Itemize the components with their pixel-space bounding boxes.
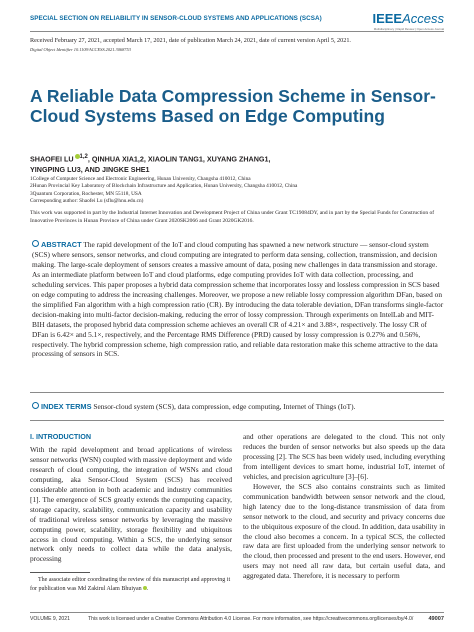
index-terms-label: INDEX TERMS	[41, 402, 92, 411]
corresponding-author: Corresponding author: Shaofei Lu (sflu@hnu.edu.cn)	[30, 198, 144, 205]
abstract-circle-icon	[32, 240, 39, 247]
license-text[interactable]: This work is licensed under a Creative Commons Attribution 4.0 License. For more information, see https://creativecommons.org/licenses/by/4.0/	[88, 616, 414, 622]
intro-paragraph-2: However, the SCS also contains constraints such as limited communication bandwidth between sensor network and the cloud, high latency due to the long-distance transmission of data from sensor network to the cloud, and security and privacy concerns due to the ubiquitous exposure of the cloud. In addition, data usability in the cloud also becomes a concern. In a typical SCS, the collected raw data are first uploaded from the underlying sensor network to the cloud, then processed and present to the end users. However, end users may not need all raw data, but certain useful data, and aggregated data. Therefore, it is necessary to perform	[243, 481, 446, 581]
authors-line2: YINGPING LU3, AND JINGKE SHE1	[30, 165, 150, 175]
index-terms-divider	[30, 420, 444, 421]
index-terms-block	[32, 402, 444, 412]
header-rule	[30, 31, 444, 32]
affiliation-1: 1College of Computer Science and Electronic Engineering, Hunan University, Changsha 410012, China	[30, 176, 251, 182]
affiliation-3: 3Quantum Corporation, Rochester, MN 55118, USA	[30, 190, 142, 197]
logo-tagline: Multidisciplinary | Rapid Review | Open Access Journal	[373, 27, 444, 31]
received-dates: Received February 27, 2021, accepted March 17, 2021, date of publication March 24, 2021, date of current version April 5, 2021.	[30, 37, 351, 44]
paper-title: A Reliable Data Compression Scheme in Sensor-Cloud Systems Based on Edge Computing	[30, 86, 436, 126]
logo-ieee-text: IEEE	[372, 11, 403, 26]
logo-access-text: Access	[402, 11, 444, 26]
intro-paragraph-1: With the rapid development and broad applications of wireless sensor networks (WSN) coupled with massive deployment and wide research of cloud computing, the integration of WSNs and cloud computing, aka Sensor-Cloud System (SCS) has received considerable attention in both academic and industry communities [1]. The emergence of SCS greatly extends the computing capacity, storage capacity, scalability, communication capacity and usability of traditional wireless sensor networks by leveraging the massive computing power, scalability, storage flexibility and ubiquitous access in cloud computing. Within a SCS, the underlying sensor network only needs to collect data while the data analysis, processing	[30, 444, 232, 564]
affiliations	[30, 176, 450, 206]
running-header	[30, 11, 444, 31]
funding-note: This work was supported in part by the Industrial Internet Innovation and Development Project of China under Grant TC19084DY, and in part by the Special Funds for Construction of Innovative Provinces in Hunan Province of China under Grant 2020SK2066 and Grant 2020GK2016.	[30, 210, 435, 224]
authors-rest: , QINHUA XIA1,2, XIAOLIN TANG1, XUYANG ZHANG1,	[87, 154, 271, 164]
footnote-rule	[30, 572, 90, 573]
footer-rule	[30, 612, 444, 613]
page-number: 49007	[428, 616, 444, 622]
first-author-affil: 1,2	[79, 154, 88, 160]
volume-label: VOLUME 9, 2021	[30, 616, 70, 622]
abstract-text: The rapid development of the IoT and cloud computing has spawned a new network structure — sensor-cloud system (SCS) where sensors, sensor networks, and cloud computing are integrated to perform data sensing, collection, transmission, and decision making. The large-scale deployment of sensors creates a massive amount of data, posing new challenges in data transmission and storage. As an intermediate platform between IoT and cloud platforms, edge computing provides IoT with data collection, processing, and scheduling services. This paper proposes a hybrid data compression scheme that incorporates lossy and lossless compression in SCS based on edge computing to address the increasing challenges. Moreover, we propose a new reliable lossy compression algorithm DFan, based on the simplified Fan algorithm with a high compression ratio (CR). By introducing the data tolerable deviation, DFan transforms single-factor decision-making into multi-factor decision-making, reducing the error of lossy compression. Through experiments on IntelLab and MIT-BIH datasets, the proposed hybrid data compression scheme achieves an overall CR of 4.21× and 3.88×, respectively. The lossy CR of DFan is 6.42× and 5.1×, respectively, and the Percentage RMS Difference (PRD) caused by lossy compression is 0.27% and 0.56%, respectively. The hybrid compression scheme, high compression ratio, and reliable data restoration make this scheme attractive to the data processing of sensors in SCS.	[32, 240, 444, 359]
right-column	[243, 432, 445, 581]
author-list	[30, 152, 390, 175]
doi-line: Digital Object Identifier 10.1109/ACCESS.2021.3068753	[30, 47, 131, 52]
first-author: SHAOFEI LU	[30, 154, 74, 164]
abstract-block	[32, 240, 444, 359]
journal-logo	[364, 11, 444, 39]
left-column	[30, 432, 232, 564]
page-footer	[30, 612, 444, 624]
intro-paragraph-1-cont: and other operations are delegated to the cloud. This not only reduces the burden of sensor networks but also speeds up the data processing [2]. The SCS has been widely used, including everything from intelligent devices to smart home, industrial IoT, internet of vehicles, and precision agriculture [3]–[6].	[243, 432, 445, 481]
section-heading-introduction: I. INTRODUCTION	[30, 432, 92, 441]
associate-editor-footnote: The associate editor coordinating the review of this manuscript and approving it for publication was Md Zakirul Alam Bhuiyan .	[30, 572, 232, 593]
abstract-label: ABSTRACT	[41, 240, 82, 249]
associate-editor-text: The associate editor coordinating the review of this manuscript and approving it for publication was Md Zakirul Alam Bhuiyan	[30, 577, 231, 592]
orcid-icon[interactable]	[143, 586, 147, 590]
index-terms-text: Sensor-cloud system (SCS), data compression, edge computing, Internet of Things (IoT).	[93, 402, 356, 411]
affiliation-2: 2Hunan Provincial Key Laboratory of Blockchain Infrastructure and Application, Hunan University, Changsha 410012, China	[30, 183, 298, 190]
abstract-divider	[30, 392, 444, 393]
index-terms-circle-icon	[32, 402, 39, 409]
special-section-label: SPECIAL SECTION ON RELIABILITY IN SENSOR-CLOUD SYSTEMS AND APPLICATIONS (SCSA)	[30, 15, 322, 22]
